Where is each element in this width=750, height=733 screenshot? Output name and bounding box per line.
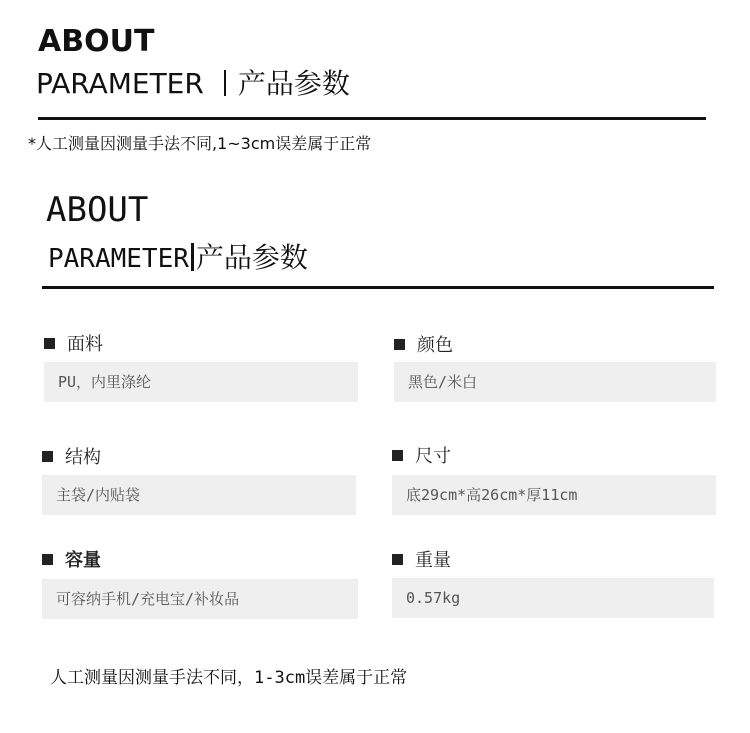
divider-bar [191,243,194,271]
parameter-en: PARAMETER [36,67,204,100]
header-rule [42,286,714,289]
spec-value-material: PU，内里涤纶 [44,362,358,402]
spec-label-capacity: 容量 [42,546,101,572]
spec-value-structure: 主袋/内贴袋 [42,475,356,515]
bullet-square-icon [392,450,403,461]
bullet-square-icon [42,451,53,462]
bullet-square-icon [44,338,55,349]
header-rule-top [38,117,706,120]
measurement-note-top: *人工测量因测量手法不同,1~3cm误差属于正常 [28,134,372,153]
spec-value-capacity: 可容纳手机/充电宝/补妆品 [42,579,358,619]
bullet-square-icon [42,554,53,565]
bullet-square-icon [392,554,403,565]
parameter-en: PARAMETER [48,244,189,274]
parameter-heading-top [36,62,350,102]
about-heading-top: ABOUT [38,24,155,59]
spec-label-structure: 结构 [42,443,101,469]
spec-value-color: 黑色/米白 [394,362,716,402]
spec-label-weight: 重量 [392,546,451,572]
measurement-note: 人工测量因测量手法不同，1-3cm误差属于正常 [50,668,408,688]
spec-value-size: 底29cm*高26cm*厚11cm [392,475,716,515]
parameter-cn: 产品参数 [195,241,308,274]
bullet-square-icon [394,339,405,350]
spec-label-material: 面料 [44,330,103,356]
divider-bar [224,70,226,96]
spec-label-color: 颜色 [394,331,453,357]
about-heading: ABOUT [46,190,149,230]
spec-value-weight: 0.57kg [392,578,714,618]
parameter-heading [48,236,308,276]
parameter-cn: 产品参数 [237,67,350,100]
spec-label-size: 尺寸 [392,442,451,468]
